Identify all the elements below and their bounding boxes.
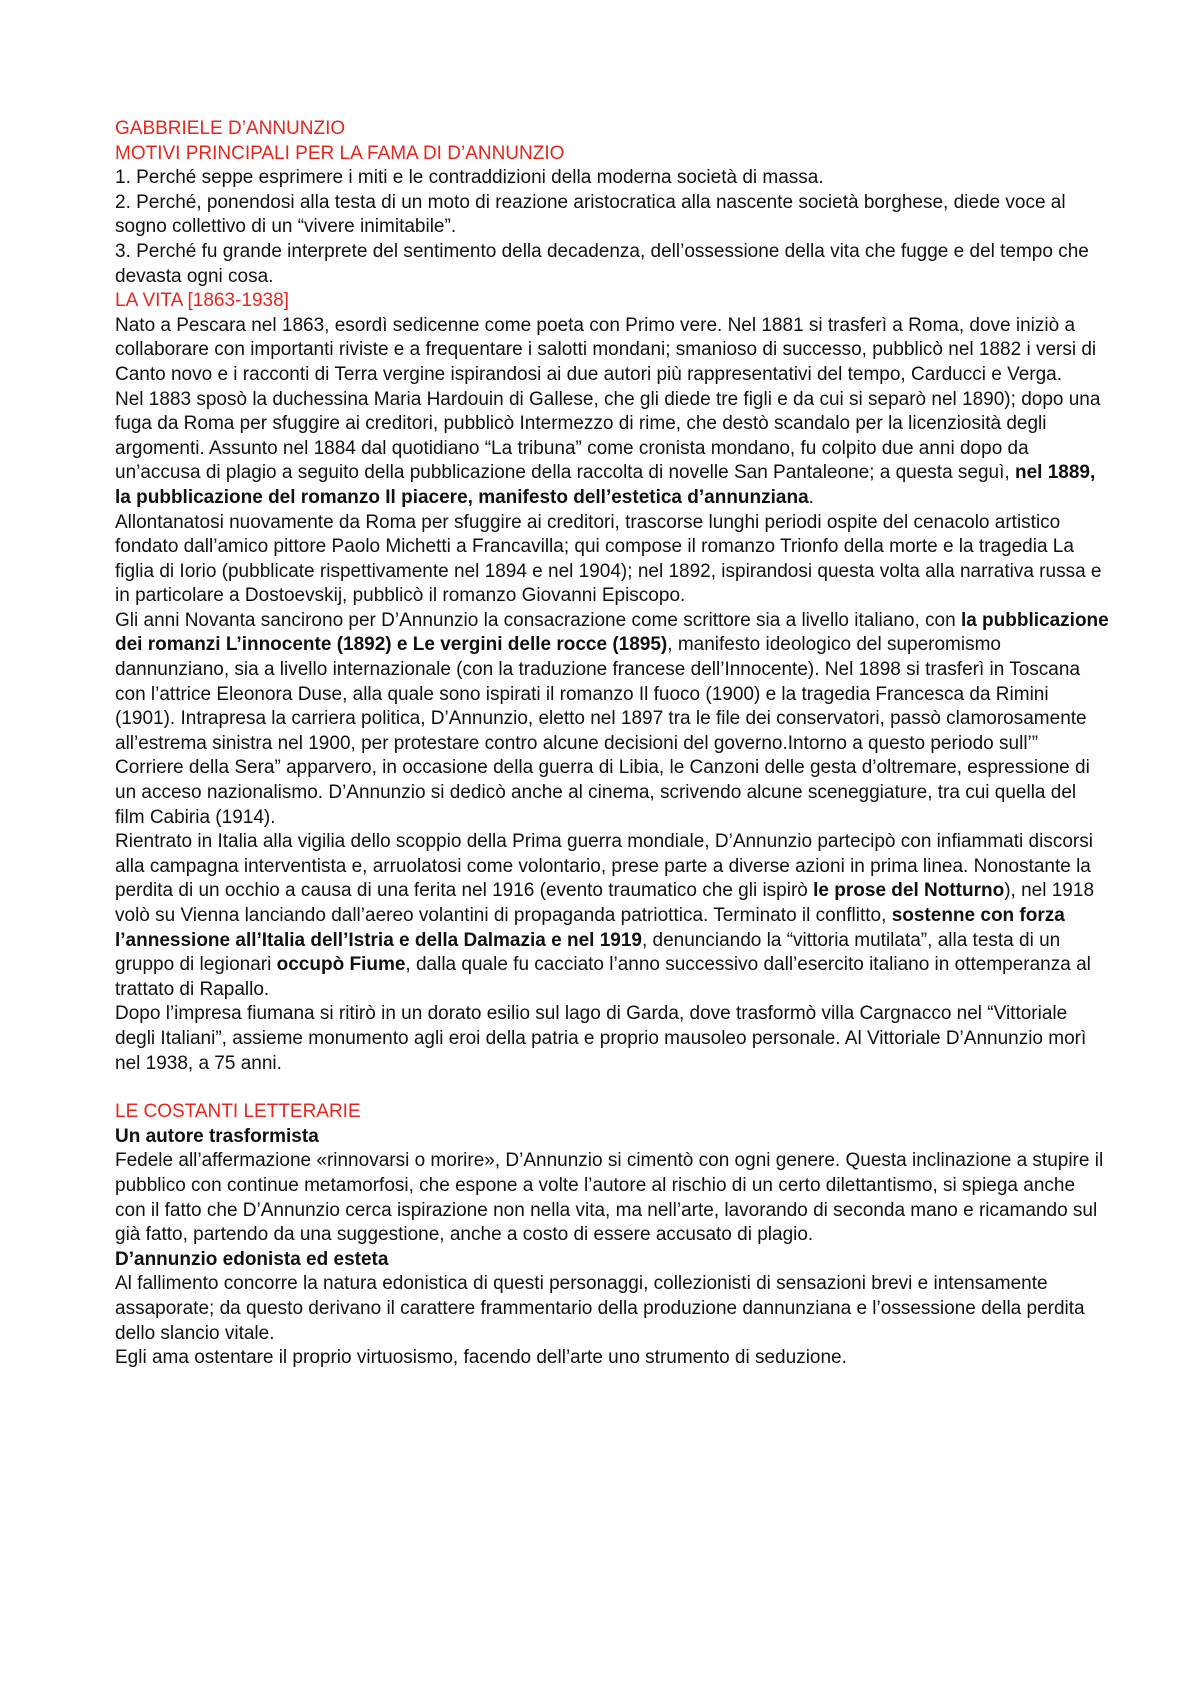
subheading-trasformista: Un autore trasformista	[115, 1125, 319, 1147]
vita-p5-text-b: ), nel 1918 volò su Vienna lanciando dall’aereo volantini di propaganda patriottica. Terminato il conflitto,	[115, 880, 1095, 926]
vita-paragraph-2	[115, 388, 1110, 511]
edonista-paragraph-1: Al fallimento concorre la natura edonistica di questi personaggi, collezionisti di sensazioni brevi e intensamente assaporate; da questo derivano il carattere frammentario della produzione dannunziana e l’ossessione della perdita dello slancio vitale.	[115, 1273, 1085, 1344]
fame-heading: MOTIVI PRINCIPALI PER LA FAMA DI D’ANNUNZIO	[115, 142, 565, 164]
vita-p2-text: Nel 1883 sposò la duchessina Maria Hardouin di Gallese, che gli diede tre figli e da cui si separò nel 1890); dopo una fuga da Roma per sfuggire ai creditori, pubblicò Intermezzo di rime, che destò scandalo per la licenziosità degli argomenti. Assunto nel 1884 dal quotidiano “La tribuna” come cronista mondano, fu colpito due anni dopo da un’accusa di plagio a seguito della pubblicazione della raccolta di novelle San Pantaleone; a questa seguì,	[115, 388, 1101, 484]
document-title: GABBRIELE D’ANNUNZIO	[115, 118, 346, 139]
vita-p5-bold-3: occupò Fiume	[276, 954, 406, 976]
vita-p5-text-d: , dalla quale fu cacciato l’anno successivo dall’esercito italiano in ottemperanza al trattato di Rapallo.	[115, 954, 1091, 1000]
vita-paragraph-6: Dopo l’impresa fiumana si ritirò in un dorato esilio sul lago di Garda, dove trasformò villa Cargnacco nel “Vittoriale degli Italiani”, assieme monumento agli eroi della patria e proprio mausoleo personale. Al Vittoriale D’Annunzio morì nel 1938, a 75 anni.	[115, 1003, 1087, 1074]
vita-p5-bold-1: le prose del Notturno	[813, 880, 1005, 902]
vita-p4-text-b: , manifesto ideologico del superomismo dannunziano, sia a livello internazionale (con la traduzione francese dell’Innocente). Nel 1898 si trasferì in Toscana con l’attrice Eleonora Duse, alla quale sono ispirati il romanzo Il fuoco (1900) e la tragedia Francesca da Rimini (1901). Intrapresa la carriera politica, D’Annunzio, eletto nel 1897 tra le file dei conservatori, passò clamorosamente all’estrema sinistra nel 1900, per protestare contro alcune decisioni del governo.Intorno a questo periodo sull’” Corriere della Sera” apparvero, in occasione della guerra di Libia, le Canzoni delle gesta d’oltremare, espressione di un acceso nazionalismo. D’Annunzio si dedicò anche al cinema, scrivendo alcune sceneggiature, tra cui quella del film Cabiria (1914).	[115, 634, 1090, 828]
vita-paragraph-1: Nato a Pescara nel 1863, esordì sedicenne come poeta con Primo vere. Nel 1881 si trasferì a Roma, dove iniziò a collaborare con importanti riviste e a frequentare i salotti mondani; smanioso di successo, pubblicò nel 1882 i versi di Canto novo e i racconti di Terra vergine ispirandosi ai due autori più rappresentativi del tempo, Carducci e Verga.	[115, 314, 1097, 385]
costanti-section	[115, 1100, 1110, 1371]
vita-heading: LA VITA [1863-1938]	[115, 290, 289, 312]
costanti-heading: LE COSTANTI LETTERARIE	[115, 1101, 361, 1123]
vita-p4-text-a: Gli anni Novanta sancirono per D’Annunzio la consacrazione come scrittore sia a livello italiano, con	[115, 609, 961, 631]
trasformista-paragraph: Fedele all’affermazione «rinnovarsi o morire», D’Annunzio si cimentò con ogni genere. Questa inclinazione a stupire il pubblico con continue metamorfosi, che espone a volte l’autore al rischio di un certo dilettantismo, si spiega anche con il fatto che D’Annunzio cerca ispirazione non nella vita, ma nell’arte, lavorando di seconda mano e ricamando sul già fatto, partendo da una suggestione, anche a costo di essere accusato di plagio.	[115, 1150, 1104, 1246]
vita-p2-end: .	[808, 486, 814, 508]
vita-paragraph-4	[115, 609, 1110, 830]
edonista-paragraph-2: Egli ama ostentare il proprio virtuosismo, facendo dell’arte uno strumento di seduzione.	[115, 1347, 847, 1369]
vita-p5-bold-2: sostenne con forza l’annessione all’Italia dell’Istria e della Dalmazia e nel 1919	[115, 905, 1065, 951]
fame-item-1: 1. Perché seppe esprimere i miti e le contraddizioni della moderna società di massa.	[115, 167, 824, 189]
subheading-edonista: D’annunzio edonista ed esteta	[115, 1248, 389, 1270]
vita-p5-text-c: , denunciando la “vittoria mutilata”, alla testa di un gruppo di legionari	[115, 929, 1061, 976]
section-spacer	[115, 1076, 1110, 1100]
vita-section	[115, 289, 1110, 1076]
fame-section	[115, 142, 1110, 290]
vita-paragraph-3: Allontanatosi nuovamente da Roma per sfuggire ai creditori, trascorse lunghi periodi ospite del cenacolo artistico fondato dall’amico pittore Paolo Michetti a Francavilla; qui compose il romanzo Trionfo della morte e la tragedia La figlia di Iorio (pubblicate rispettivamente nel 1894 e nel 1904); nel 1892, ispirandosi questa volta alla narrativa russa e in particolare a Dostoevskij, pubblicò il romanzo Giovanni Episcopo.	[115, 511, 1102, 607]
vita-p5-text-a: Rientrato in Italia alla vigilia dello scoppio della Prima guerra mondiale, D’Annunzio partecipò con infiammati discorsi alla campagna interventista e, arruolatosi come volontario, prese parte a diverse azioni in prima linea. Nonostante la perdita di un occhio a causa di una ferita nel 1916 (evento traumatico che gli ispirò	[115, 831, 1093, 902]
vita-paragraph-5	[115, 830, 1110, 1002]
fame-item-2: 2. Perché, ponendosi alla testa di un moto di reazione aristocratica alla nascente società borghese, diede voce al sogno collettivo di un “vivere inimitabile”.	[115, 191, 1066, 238]
fame-item-3: 3. Perché fu grande interprete del sentimento della decadenza, dell’ossessione della vita che fugge e del tempo che devasta ogni cosa.	[115, 240, 1089, 287]
vita-p4-bold: la pubblicazione dei romanzi L’innocente (1892) e Le vergini delle rocce (1895)	[115, 609, 1109, 656]
vita-p2-bold: nel 1889, la pubblicazione del romanzo Il piacere, manifesto dell’estetica d’annunziana	[115, 462, 1096, 508]
